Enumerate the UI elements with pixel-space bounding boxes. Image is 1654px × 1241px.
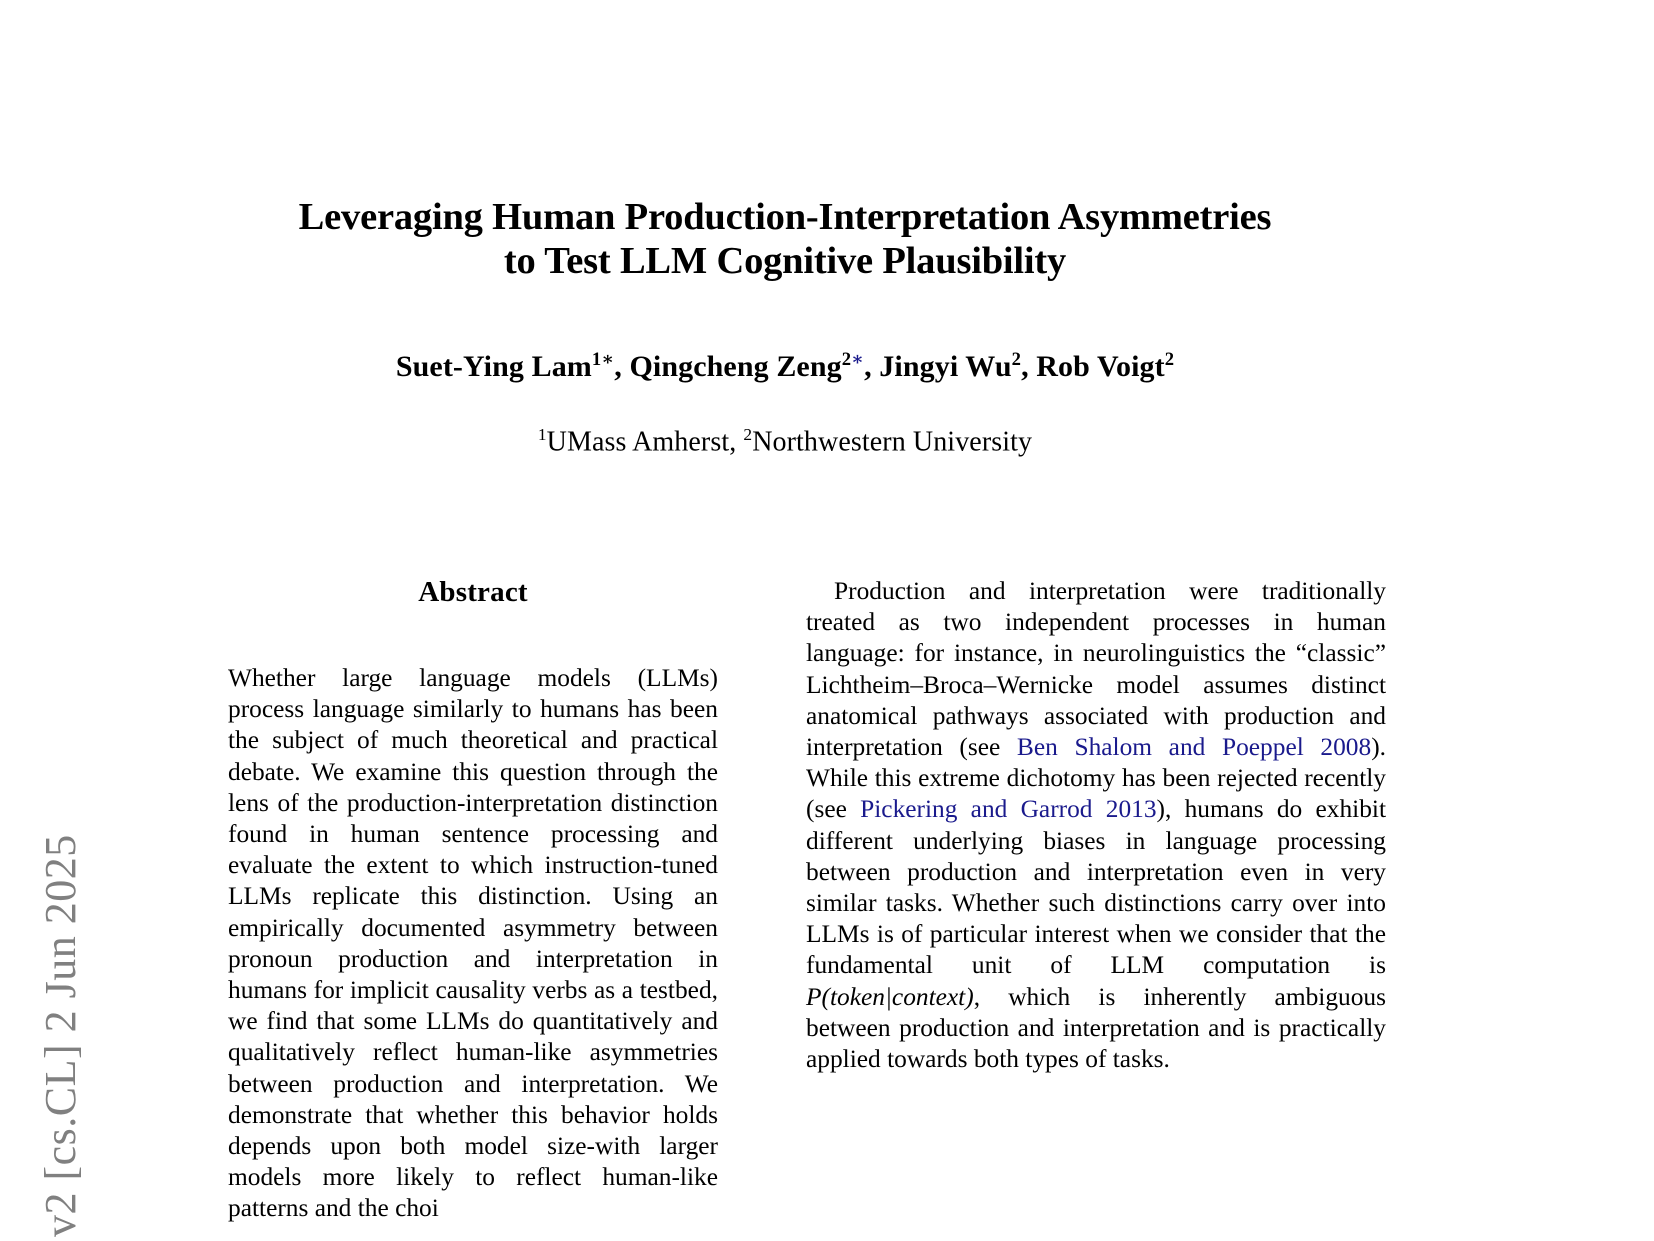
affiliation-1-name: UMass Amherst, <box>546 426 744 458</box>
page-title <box>210 196 1360 283</box>
intro-text-segment-1: Production and interpretation were traditionally treated as two independent processes in human language: for instance, in neurolinguistics the “classic” Lichtheim–Broca–Wernicke model assumes distinct anatomical pathways associated with production and interpretation (see <box>806 577 1386 762</box>
abstract-column <box>228 576 718 1225</box>
paper-title-line-2: to Test LLM Cognitive Plausibility <box>503 239 1067 282</box>
affiliation-2-marker: 2 <box>743 425 753 444</box>
citation-link-pickering-garrod-2013[interactable]: Pickering and Garrod 2013 <box>860 795 1157 824</box>
arxiv-stamp <box>0 0 120 1241</box>
author-2-equal-contrib-marker[interactable]: ∗ <box>851 349 865 370</box>
arxiv-stamp-text: v2 [cs.CL] 2 Jun 2025 <box>35 834 85 1237</box>
math-expression-token-context: P(token|context) <box>806 982 974 1011</box>
citation-link-ben-shalom-poeppel-2008[interactable]: Ben Shalom and Poeppel 2008 <box>1016 733 1372 762</box>
affiliation-list <box>210 425 1360 458</box>
author-3-affiliation-marker: 2 <box>1011 349 1022 370</box>
author-list <box>210 349 1360 384</box>
introduction-column <box>806 576 1386 1075</box>
author-4-affiliation-marker: 2 <box>1164 349 1175 370</box>
author-separator-3: , <box>1021 350 1037 383</box>
author-1-equal-contrib-marker: ∗ <box>601 349 615 370</box>
author-1-affiliation-marker: 1 <box>591 349 602 370</box>
author-3-name: Jingyi Wu <box>879 350 1012 383</box>
introduction-paragraph-1 <box>806 576 1386 1075</box>
affiliation-2-name: Northwestern University <box>752 426 1033 458</box>
affiliation-1-marker: 1 <box>537 425 547 444</box>
paper-title-line-1: Leveraging Human Production-Interpretation Asymmetries <box>298 196 1272 238</box>
intro-text-segment-4: , which is inherently ambiguous between production and interpretation and is practically applied towards both types of tasks. <box>806 982 1386 1074</box>
author-2-affiliation-marker: 2 <box>841 349 852 370</box>
intro-text-segment-3: ), humans do exhibit different underlying biases in language processing between production and interpretation even in very similar tasks. Whether such distinctions carry over into LLMs is of particular interest when we consider that the fundamental unit of LLM computation is <box>806 795 1386 980</box>
intro-text-segment-2: ). While this extreme dichotomy has been rejected recently (see <box>806 733 1386 824</box>
author-separator-1: , <box>614 350 630 383</box>
abstract-body: Whether large language models (LLMs) process language similarly to humans has been the subject of much theoretical and practical debate. We examine this question through the lens of the production-interpretation distinction found in human sentence processing and evaluate the extent to which instruction-tuned LLMs replicate this distinction. Using an empirically documented asymmetry between pronoun production and interpretation in humans for implicit causality verbs as a testbed, we find that some LLMs do quantitatively and qualitatively reflect human-like asymmetries between production and interpretation. We demonstrate that whether this behavior holds depends upon both model size-with larger models more likely to reflect human-like patterns and the choi <box>228 664 718 1223</box>
author-4-name: Rob Voigt <box>1036 350 1165 383</box>
author-1-name: Suet-Ying Lam <box>395 350 592 383</box>
author-2-name: Qingcheng Zeng <box>629 350 842 383</box>
abstract-heading: Abstract <box>418 576 528 608</box>
author-separator-2: , <box>864 350 880 383</box>
